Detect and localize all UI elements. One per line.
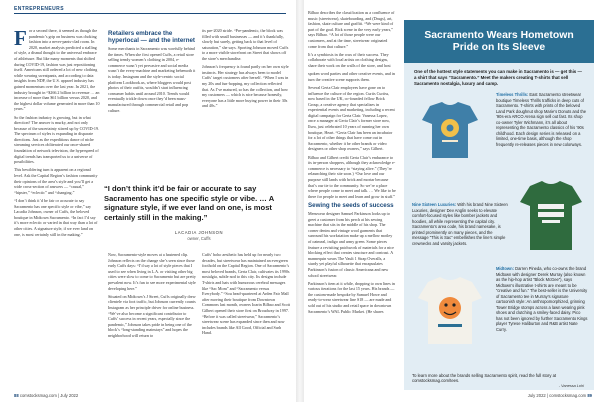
paragraph: This bewildering turn is apparent on a regional level. Ask the Capital Region’s fashion community their opinions of the area’s style and you’ll get a wide cross-section of answers — “casual,” “hipster,” “eclectic” and “changing.” xyxy=(14,167,98,195)
paragraph: Several Gerta Clair employees have gone on to influence the culture of the region. Curtis Curtiss, now based in the UK, co-founded fellow Brick Group, a creative agency that specializes in experiential events and marketing, including a recent digital campaign for Gerta Clair. Vanessa Lopez, once a manager at Gerta Clair’s former store now, Ilsea, just celebrated 10 years of running her own boutique, Heart. “Gerta Clair has been an incubator for a lot of other things that have come out in Sacramento, whether it be other brands or video designers or other shop owners,” says Gilbert. xyxy=(308,84,395,152)
paragraph: Now, Sacramento-style moves at a hastened clip. Johnson reflects on the change she’s seen since those early Cuffs days: “I’d say a lot of style pieces that I used to see when living in L.A. or visiting other big cities were slow to come to Sacramento but are pretty prevalent now. It’s fun to see more experimental style developing here.” xyxy=(108,252,196,291)
pull-quote-role: owner, Cuffs xyxy=(187,236,211,242)
paragraph: Cuffs’ boho aesthetic has held up for nearly two decades, but streetwear has maintained an evergreen foothold on the Capital Region. One of Sacramento’s most beloved brands, Gerta Clair, cultivates its 1990s nostalgia, subtle nod to this city. Its designs include T-shirts and hats with humorous cerebral messages like “Sac Mom” and “Sacramento versus Everybody.” “Sou head-quartered at Arden Fair Mall after moving their boutique from Downtown Commons last month, owners Ioarin Bilbao and Scott Gilbert opened their store first on Broadway in 1997. “Before it was called streetwear,” Sacramento’s streetwear scene has expanded since then and now includes brands like All Good, Official and Sarh Hand. xyxy=(202,252,291,336)
article-column-1 xyxy=(14,28,100,240)
tshirt-photo-timeless-thrills xyxy=(408,94,492,164)
sidebar-item-label: Timeless Thrills: xyxy=(496,92,529,97)
article-column-2 xyxy=(108,28,196,116)
sidebar-box xyxy=(404,20,594,390)
sidebar-intro: One of the hottest style statements you can make in Sacramento is — get this — a shirt that says “Sacramento.” Meet the makers creating T-shirts that sell Sacramento nostalgia, luxury and camp. xyxy=(414,69,582,86)
paragraph: spoken word parties and other creative events, and in turn the creative scene supports them. xyxy=(308,71,395,82)
paragraph: Johnson’s frequency is found partly on her own style instincts. Her strategy has always been to model Cuffs’ target customers after herself. “When I was in my 20s and fun-hopping, my collection reflected that. As I’ve matured, so has the collection, and how my customers — which is nice because honestly, everyone has a little more buying power in their 30s and 40s.” xyxy=(202,64,289,109)
issue-date: July 2022 xyxy=(527,393,546,398)
site-url: comstocksmag.com xyxy=(19,393,57,398)
pull-quote-attribution: LACADIA JOHNSON xyxy=(174,230,224,236)
sidebar-item-text: Darren Pineda, who co-owns the brand Midtown with designer Derek Murray (also known as the hip-hop artist “Block McGee”), says Midtown’s illustrative t-shirts are meant to be “creative and fun.” The best-seller is the University of Sacramento tee in Murray’s signature cartoonish style: An anthropomorphized, grinning Tower Bridge stomps across a lawn wearing pink shoes and clutching a smiley-faced daisy. Pico has not been ignored by further Sacramento Kings player Tyrese Haliburton and R&B artist Nate Curry. xyxy=(496,266,588,332)
sidebar-item xyxy=(412,202,508,246)
page-number: 89 xyxy=(587,393,592,398)
paragraph: For a second there, it seemed as though the pandemic’s grip on business was choking fashion into a never-pants-clad room. In 2020, market analysts predicted a stalling of style, a dismal thought to the universal embrace of athleisure. But like many moments that shifted during COVID-19, fashion was just repositioning itself. Americans still ordered a lot of new clothing while wearing sweatpants, and according to data insights from NDP, the U.S. apparel industry has gained momentum over the last year. In 2021, the industry brought in “$266.2 billion in revenue … an increase of more than $61 billion versus 2020, and the highest dollar volume generated in more than 10 years.” xyxy=(14,26,100,112)
left-page xyxy=(0,0,296,402)
article-column-4 xyxy=(308,10,396,317)
left-folio: 88 comstocksmag.com | July 2022 xyxy=(14,393,79,398)
sidebar-item-text: East Sacramento streetwear boutique Timeless Thrills trafficks in deep cuts of Sacramento. T-shirts with prints of the beloved Land Park doughnut shop Marie’s Donuts and the ’90s-era ARCO Arena sign sell out fast. Its shop co-owner Tyler Wichmann, it’s all about representing the Sacramento classics of his ’90s childhood. Each design series is released on a limited, one-time basis, although the shop frequently re-releases pieces in new colorways. xyxy=(496,92,587,147)
paragraph: So the fashion industry is growing, but in what direction? The answer is murky, and not only because of the uncertainty stirred up by COVID-19. The spectrum of styles is expanding in disparate directions. Just as the expeditious dance of niche streaming services obliterated our once-shared foundation of network television, the hyperspeed of digital trends has transported us to a universe of possibilities. xyxy=(14,114,100,165)
section-label: ENTREPRENEURS xyxy=(14,6,64,12)
sidebar-item-label: Nine Sixteen Luxuries: xyxy=(412,202,457,207)
pull-quote xyxy=(104,184,294,241)
site-url: comstocksmag.com xyxy=(549,393,587,398)
paragraph: Some merchants in Sacramento was woefully behind the times. When she first opened Cuffs, a retail store selling trendy women’s clothing in 2004, e-commerce wasn’t yet pervasive and social media wasn’t the every-machine and marketing behemoth it is today. Instagram and the style-centric social platform Lookbook.us, where bloggers would post photos of their outfits, wouldn’t start influencing consumer habits until around 2010. Trends would eventually trickle down once they’d been mass-manufactured through commercial retail and pop culture. xyxy=(108,46,196,113)
right-folio: July 2022 | comstocksmag.com 89 xyxy=(527,393,592,398)
sidebar-title: Sacramento Wears Hometown Pride on Its Sleeve xyxy=(404,20,594,63)
page-number: 88 xyxy=(14,393,19,398)
paragraph: Bilbao and Gilbert credit Gerta Clair’s endurance to its in-person shoppers, although they acknowledge e-commerce is necessary to “staying alive.” (They’re relaunching their site soon.) “Our love and our purpose still lands with brick and mortar because that’s our tie to the community. So we’re a place where people come to meet and talk. … We like to be there for people to meet and learn and grow in stuff.” xyxy=(308,154,396,199)
sidebar-footer: To learn more about the brands selling Sacramento spirit, read the full story at comstocksmag.com/tees. xyxy=(412,372,557,384)
article-column-3 xyxy=(202,28,290,112)
sidebar-credit: - Vanessa Lohi xyxy=(558,384,584,388)
paragraph: “I don’t think it’d be fair or accurate to say Sacramento has one specific style or vibe,” say Lacadia Johnson, owner of Cuffs, the beloved boutique in Midtown Sacramento. “In fact I’d say it’s more eclectic or varied in that way than a lot of other cities. A signature style, if we ever land on one, is most certainly still in the making.” xyxy=(14,198,98,237)
drop-cap: F xyxy=(14,26,27,50)
subhead: Sewing the seeds of success xyxy=(308,201,394,209)
paragraph: Situated on Midtown’s J Street, Cuffs originally drew clientele via foot traffic, but Johnson currently counts Instagram as her principle driver for online business. “We’ve also become a significant contributor to Cuffs’ success in recent years, especially since the pandemic,” Johnson takes pride in being one of the block’s “long-standing mainstays” and hopes the neighborhood will return to xyxy=(108,293,196,338)
section-rule xyxy=(14,13,286,14)
tshirt-photo-midtown xyxy=(408,270,492,350)
sidebar-item-label: Midtown: xyxy=(496,266,514,271)
sidebar-item xyxy=(496,92,588,147)
issue-date: July 2022 xyxy=(60,393,79,398)
article-column-3b xyxy=(202,252,290,339)
tshirt-photo-nine-sixteen xyxy=(512,172,590,256)
sidebar-item xyxy=(496,266,588,332)
article-column-2b xyxy=(108,252,196,341)
paragraph: Bilbao describes the classification as a confluence of music (streetwear), skateboarding, and (Drugs), art, fashion, skate culture and graffiti. “We were kind of part of the goal. Rick scene in the very early years,” says Bilbao. “A lot of those people were our customers, and at the time, streetwear originated come from that culture.” xyxy=(308,10,395,49)
page-gutter xyxy=(296,0,304,402)
paragraph: Menswear designer Samuel Parkinson looks up to greet a customer from his perch at his sewing machine that sits in the middle of his shop. The corner denim and vintage wool garments that surround his workstation make up a mellow motley of oatmeal, indigo and army green. Some pieces feature a revisiting patchwork of materials for a nice blocking effect that creates structure and contrast. A mannequin wears The Vault 1 Strap Overalls, a sturdy yet playful silhouette that encapsulates Parkinson’s fusion of classic Americana and new school streetwear. xyxy=(308,210,394,278)
paragraph: its pre-2020 stride. “Pre-pandemic, the block was filled with small businesses — and it’s thankfully, slowly but surely, getting back to that level of saturation,” she says. Sporting Johnson moved Cuffs to a more visible storefront on Street that shows off the store’s merchandise. xyxy=(202,28,289,61)
pull-quote-text: “I don’t think it’d be fair or accurate to say Sacramento has one specific style or vibe. … A signature style, if we ever land on one, is most certainly still in the making.” xyxy=(104,184,274,222)
paragraph: Parkinson’s item at it while, dropping to own lines in various iterations for the last 15 years. His brands — the custom-made bespoke by Samuel Howe and ready-to-wear streetwear line S18 — are made and sold out of his studio and retail space in downtown Sacramento’s WAL Public Market. (He shares xyxy=(308,280,395,314)
subhead: Retailers embrace the hyperlocal — and the internet xyxy=(108,30,195,44)
paragraph: It’s a symbiosis in the crux of their success. They collaborate with local artists on clothing designs, share their work on the walls of the store, and host xyxy=(308,51,391,68)
sidebar-item-text: With his brand Nine Sixteen Luxuries, designer Dev Anglin seeks to elevate comfort-focused styles like bomber jackets and hoodies, all while representing the capital city. Sacramento’s area code, his brand namesake, is printed prominently on many pieces, and the message “This is Sac” embellishes the line’s simple crewnecks and varsity jackets. xyxy=(412,202,508,246)
